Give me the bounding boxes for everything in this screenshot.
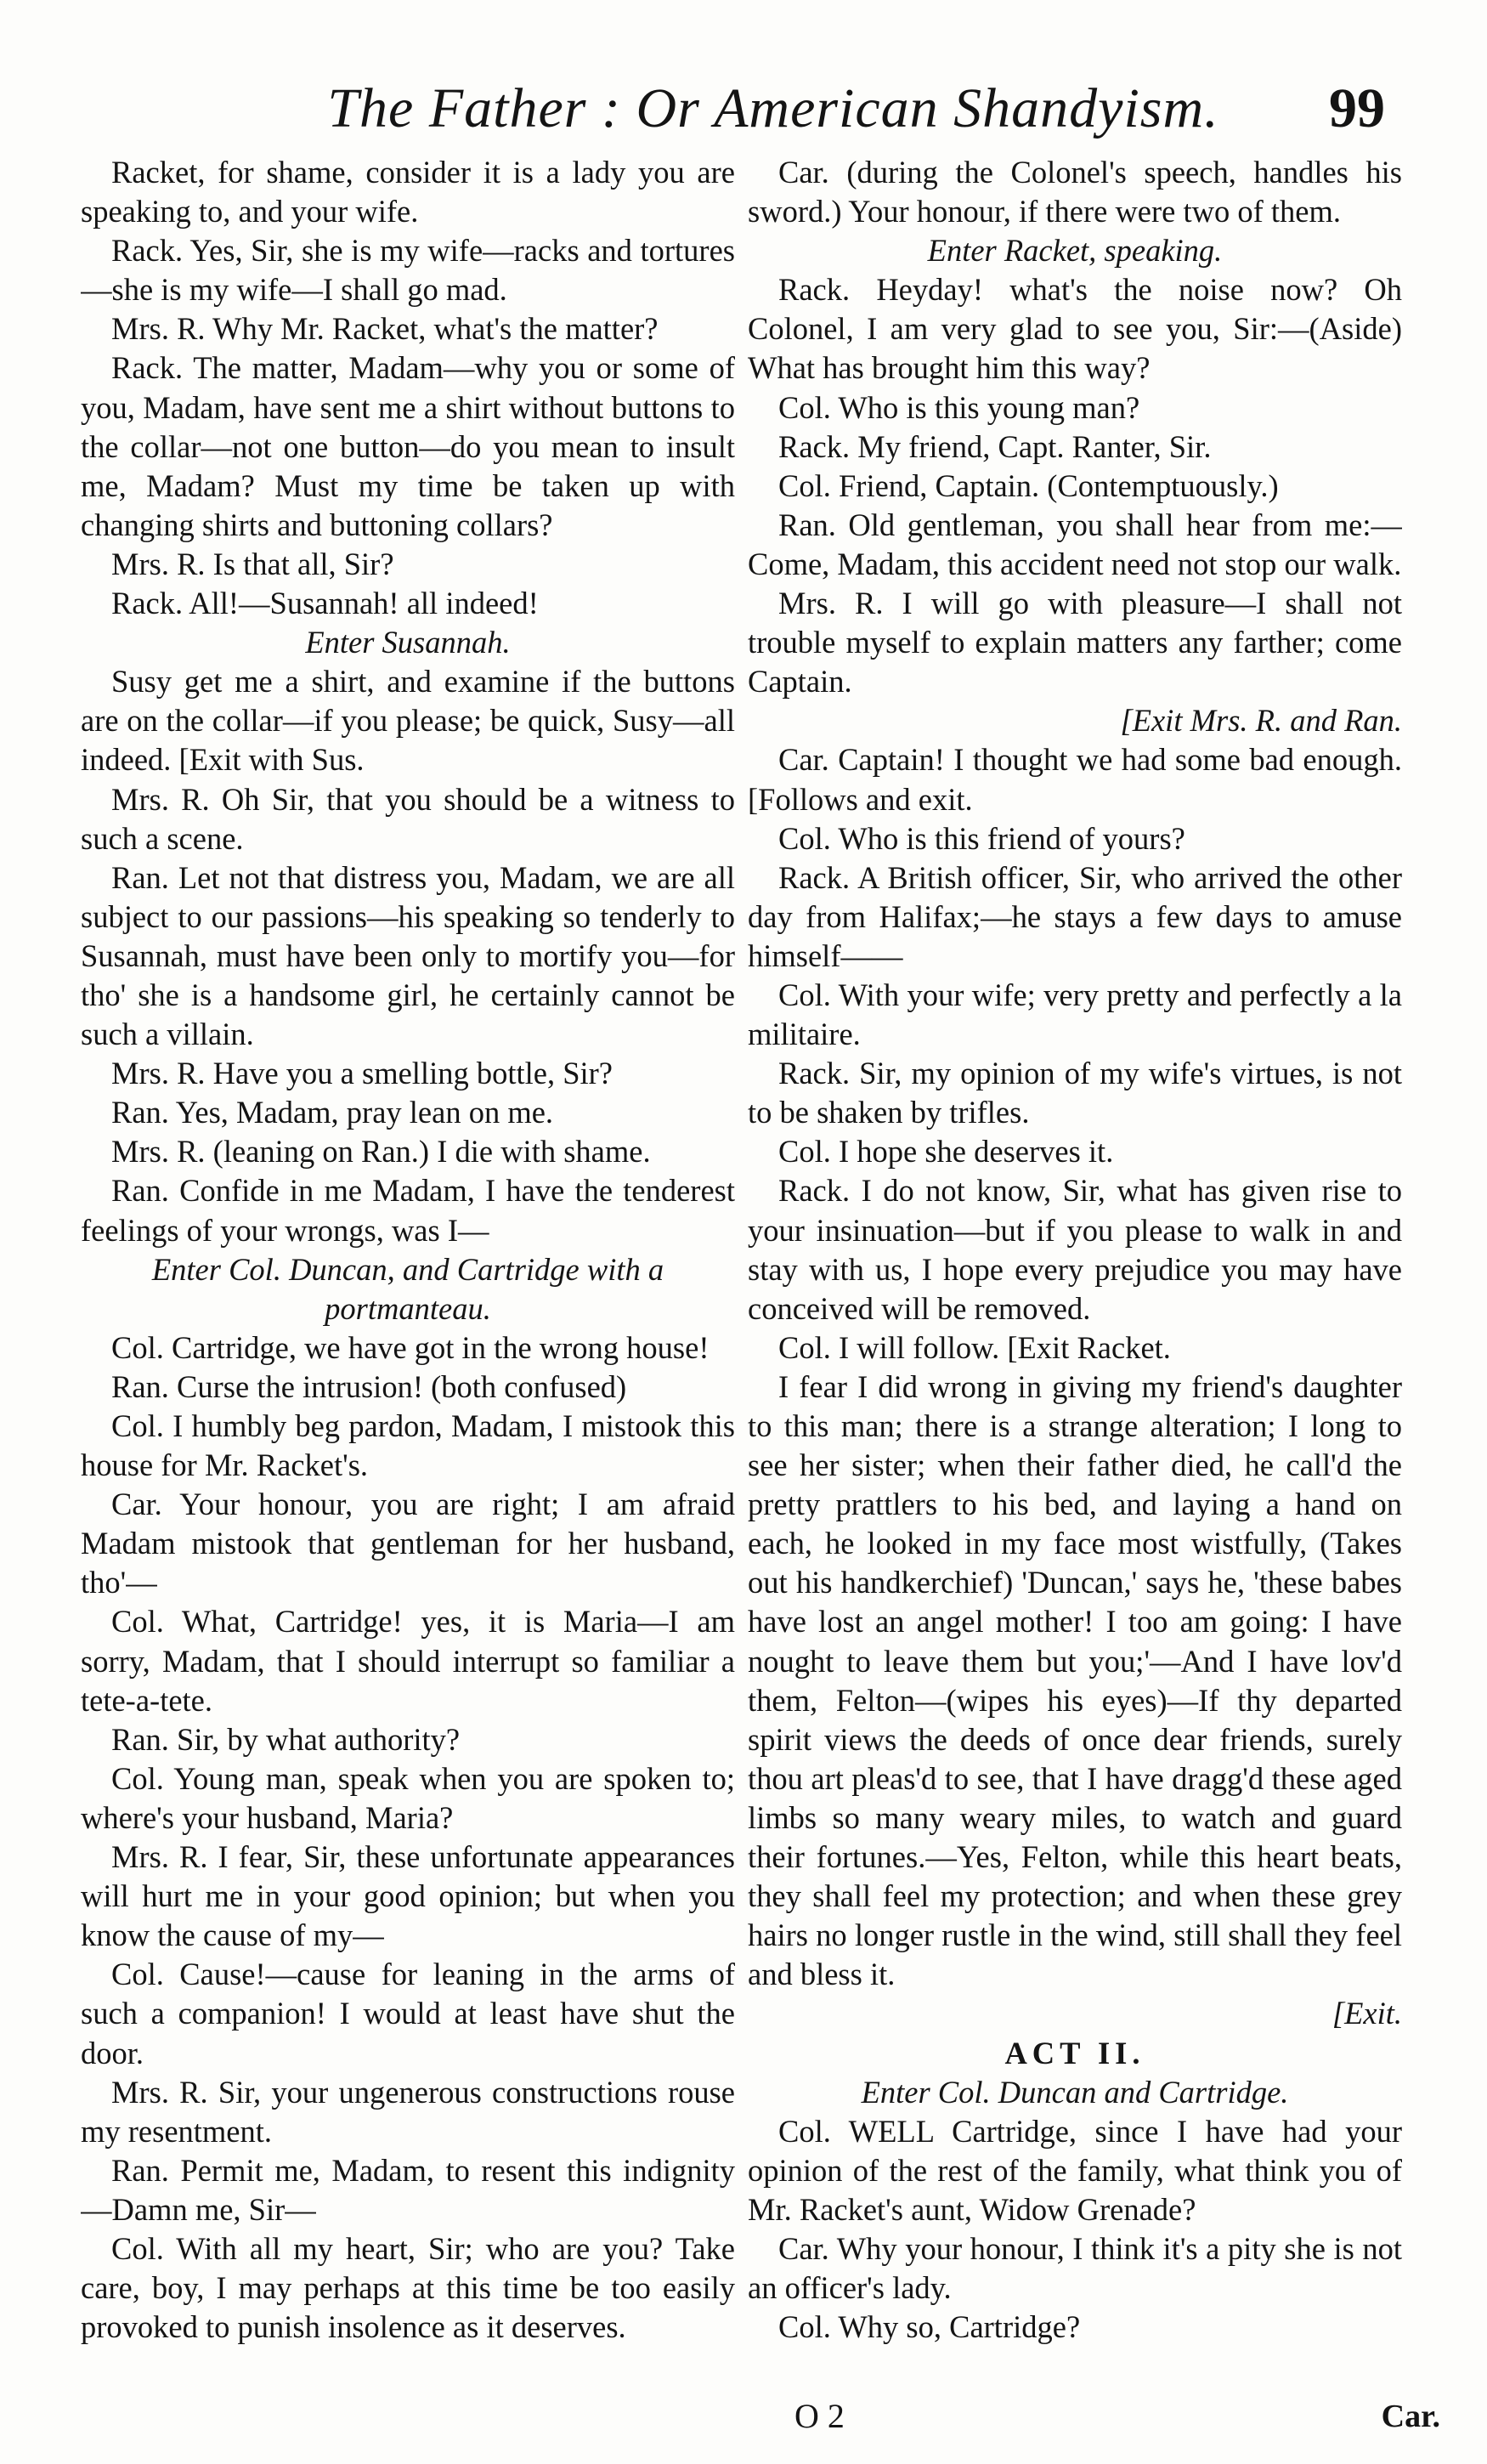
page-number: 99: [1329, 77, 1385, 139]
paragraph: Ran. Let not that distress you, Madam, we are all subject to our passions—his speaking so tenderly to Susannah, must have been only to mortify you—for tho' she is a handsome girl, he certainly cannot be such a villain.: [81, 859, 735, 1052]
paragraph: Car. Why your honour, I think it's a pity she is not an officer's lady.: [748, 2230, 1402, 2306]
paragraph: Ran. Old gentleman, you shall hear from me:—Come, Madam, this accident need not stop our walk.: [748, 507, 1402, 581]
paragraph: Col. Who is this friend of yours?: [778, 820, 1185, 856]
stage-direction: [Exit Mrs. R. and Ran.: [1120, 703, 1402, 739]
paragraph: Col. WELL Cartridge, since I have had your opinion of the rest of the family, what think you of Mr. Racket's aunt, Widow Grenade?: [748, 2113, 1402, 2227]
stage-direction: Enter Col. Duncan, and Cartridge with a portmanteau.: [151, 1251, 664, 1326]
page-header: [127, 66, 1385, 160]
paragraph: Col. What, Cartridge! yes, it is Maria—I am sorry, Madam, that I should interrupt so familiar a tete-a-tete.: [81, 1604, 735, 1718]
catchword: Car.: [1381, 2399, 1440, 2434]
paragraph: Ran. Yes, Madam, pray lean on me.: [111, 1095, 554, 1130]
stage-direction: Enter Racket, speaking.: [927, 233, 1223, 269]
paragraph: Col. Who is this young man?: [778, 389, 1140, 425]
paragraph: Car. Your honour, you are right; I am afraid Madam mistook that gentleman for her husband, tho'—: [81, 1487, 735, 1600]
paragraph: Col. Cartridge, we have got in the wrong house!: [111, 1329, 710, 1365]
paragraph: Susy get me a shirt, and examine if the buttons are on the collar—if you please; be quick, Susy—all indeed. [Exit with Sus.: [81, 664, 735, 778]
paragraph: Col. I hope she deserves it.: [778, 1134, 1114, 1170]
paragraph: Col. Friend, Captain. (Contemptuously.): [778, 467, 1279, 503]
paragraph: Ran. Confide in me Madam, I have the tenderest feelings of your wrongs, was I—: [81, 1173, 735, 1248]
paragraph: Mrs. R. I will go with pleasure—I shall not trouble myself to explain matters any farther; come Captain.: [748, 586, 1402, 700]
paragraph: Car. (during the Colonel's speech, handles his sword.) Your honour, if there were two of them.: [748, 155, 1402, 229]
paragraph: Col. With your wife; very pretty and perfectly a la militaire.: [748, 977, 1402, 1052]
paragraph: Ran. Curse the intrusion! (both confused): [111, 1368, 627, 1404]
paragraph: Rack. I do not know, Sir, what has given rise to your insinuation—but if you please to walk in and stay with us, I hope every prejudice you may have conceived will be removed.: [748, 1173, 1402, 1326]
stage-direction: [Exit.: [1332, 1996, 1402, 2031]
paragraph: Col. Young man, speak when you are spoken to; where's your husband, Maria?: [81, 1760, 735, 1835]
paragraph: Rack. Sir, my opinion of my wife's virtues, is not to be shaken by trifles.: [748, 1056, 1402, 1130]
paragraph: Col. Why so, Cartridge?: [778, 2309, 1081, 2345]
paragraph: Rack. Heyday! what's the noise now? Oh Colonel, I am very glad to see you, Sir:—(Aside) What has brought him this way?: [748, 272, 1402, 386]
paragraph: Racket, for shame, consider it is a lady you are speaking to, and your wife.: [81, 155, 735, 229]
paragraph: Mrs. R. Is that all, Sir?: [111, 546, 394, 581]
paragraph: Mrs. R. Have you a smelling bottle, Sir?: [111, 1056, 613, 1091]
running-title: The Father : Or American Shandyism.: [327, 77, 1219, 139]
paragraph: Rack. A British officer, Sir, who arrived the other day from Halifax;—he stays a few days to amuse himself——: [748, 859, 1402, 973]
act-heading: ACT II.: [1004, 2035, 1145, 2070]
paragraph: Col. I humbly beg pardon, Madam, I mistook this house for Mr. Racket's.: [81, 1408, 735, 1483]
paragraph: Rack. Yes, Sir, she is my wife—racks and tortures—she is my wife—I shall go mad.: [81, 233, 735, 308]
right-column: [748, 153, 1402, 2448]
paragraph: Car. Captain! I thought we had some bad enough. [Follows and exit.: [748, 742, 1402, 817]
stage-direction: Enter Susannah.: [305, 625, 511, 660]
paragraph: Col. Cause!—cause for leaning in the arms of such a companion! I would at least have shut the door.: [81, 1957, 735, 2070]
paragraph: Mrs. R. Why Mr. Racket, what's the matter?: [111, 311, 659, 347]
paragraph: Rack. The matter, Madam—why you or some of you, Madam, have sent me a shirt without buttons to the collar—not one button—do you mean to insult me, Madam? Must my time be taken up with changing shirts and buttoning collars?: [81, 350, 735, 542]
paragraph: Mrs. R. Sir, your ungenerous constructions rouse my resentment.: [81, 2074, 735, 2149]
paragraph: Rack. All!—Susannah! all indeed!: [111, 586, 539, 621]
paragraph: Col. With all my heart, Sir; who are you? Take care, boy, I may perhaps at this time be too easily provoked to punish insolence as it deserves.: [81, 2230, 735, 2345]
paragraph: Col. I will follow. [Exit Racket.: [778, 1329, 1171, 1365]
stage-direction: Enter Col. Duncan and Cartridge.: [861, 2074, 1289, 2110]
paragraph: Mrs. R. Oh Sir, that you should be a witness to such a scene.: [81, 781, 735, 856]
signature-mark: O 2: [794, 2397, 845, 2435]
paragraph: Ran. Sir, by what authority?: [111, 1721, 461, 1757]
left-column: [81, 153, 735, 2448]
paragraph: Ran. Permit me, Madam, to resent this indignity—Damn me, Sir—: [81, 2152, 735, 2227]
soliloquy: I fear I did wrong in giving my friend's daughter to this man; there is a strange alteration; I long to see her sister; when their father died, he call'd the pretty prattlers to his bed, and laying a hand on each, he looked in my face most wistfully, (Takes out his handkerchief) 'Duncan,' says he, 'these babes have lost an angel mother! I too am going: I have nought to leave them but you;'—And I have lov'd them, Felton—(wipes his eyes)—If thy departed spirit views the deeds of once dear friends, surely thou art pleas'd to see, that I have dragg'd these aged limbs so many weary miles, to watch and guard their fortunes.—Yes, Felton, while this heart beats, they shall feel my protection; and when these grey hairs no longer rustle in the wind, still shall they feel and bless it.: [748, 1368, 1402, 1992]
paragraph: Mrs. R. I fear, Sir, these unfortunate appearances will hurt me in your good opinion; but when you know the cause of my—: [81, 1839, 735, 1953]
paragraph: Rack. My friend, Capt. Ranter, Sir.: [778, 428, 1212, 464]
paragraph: Mrs. R. (leaning on Ran.) I die with shame.: [111, 1134, 651, 1170]
